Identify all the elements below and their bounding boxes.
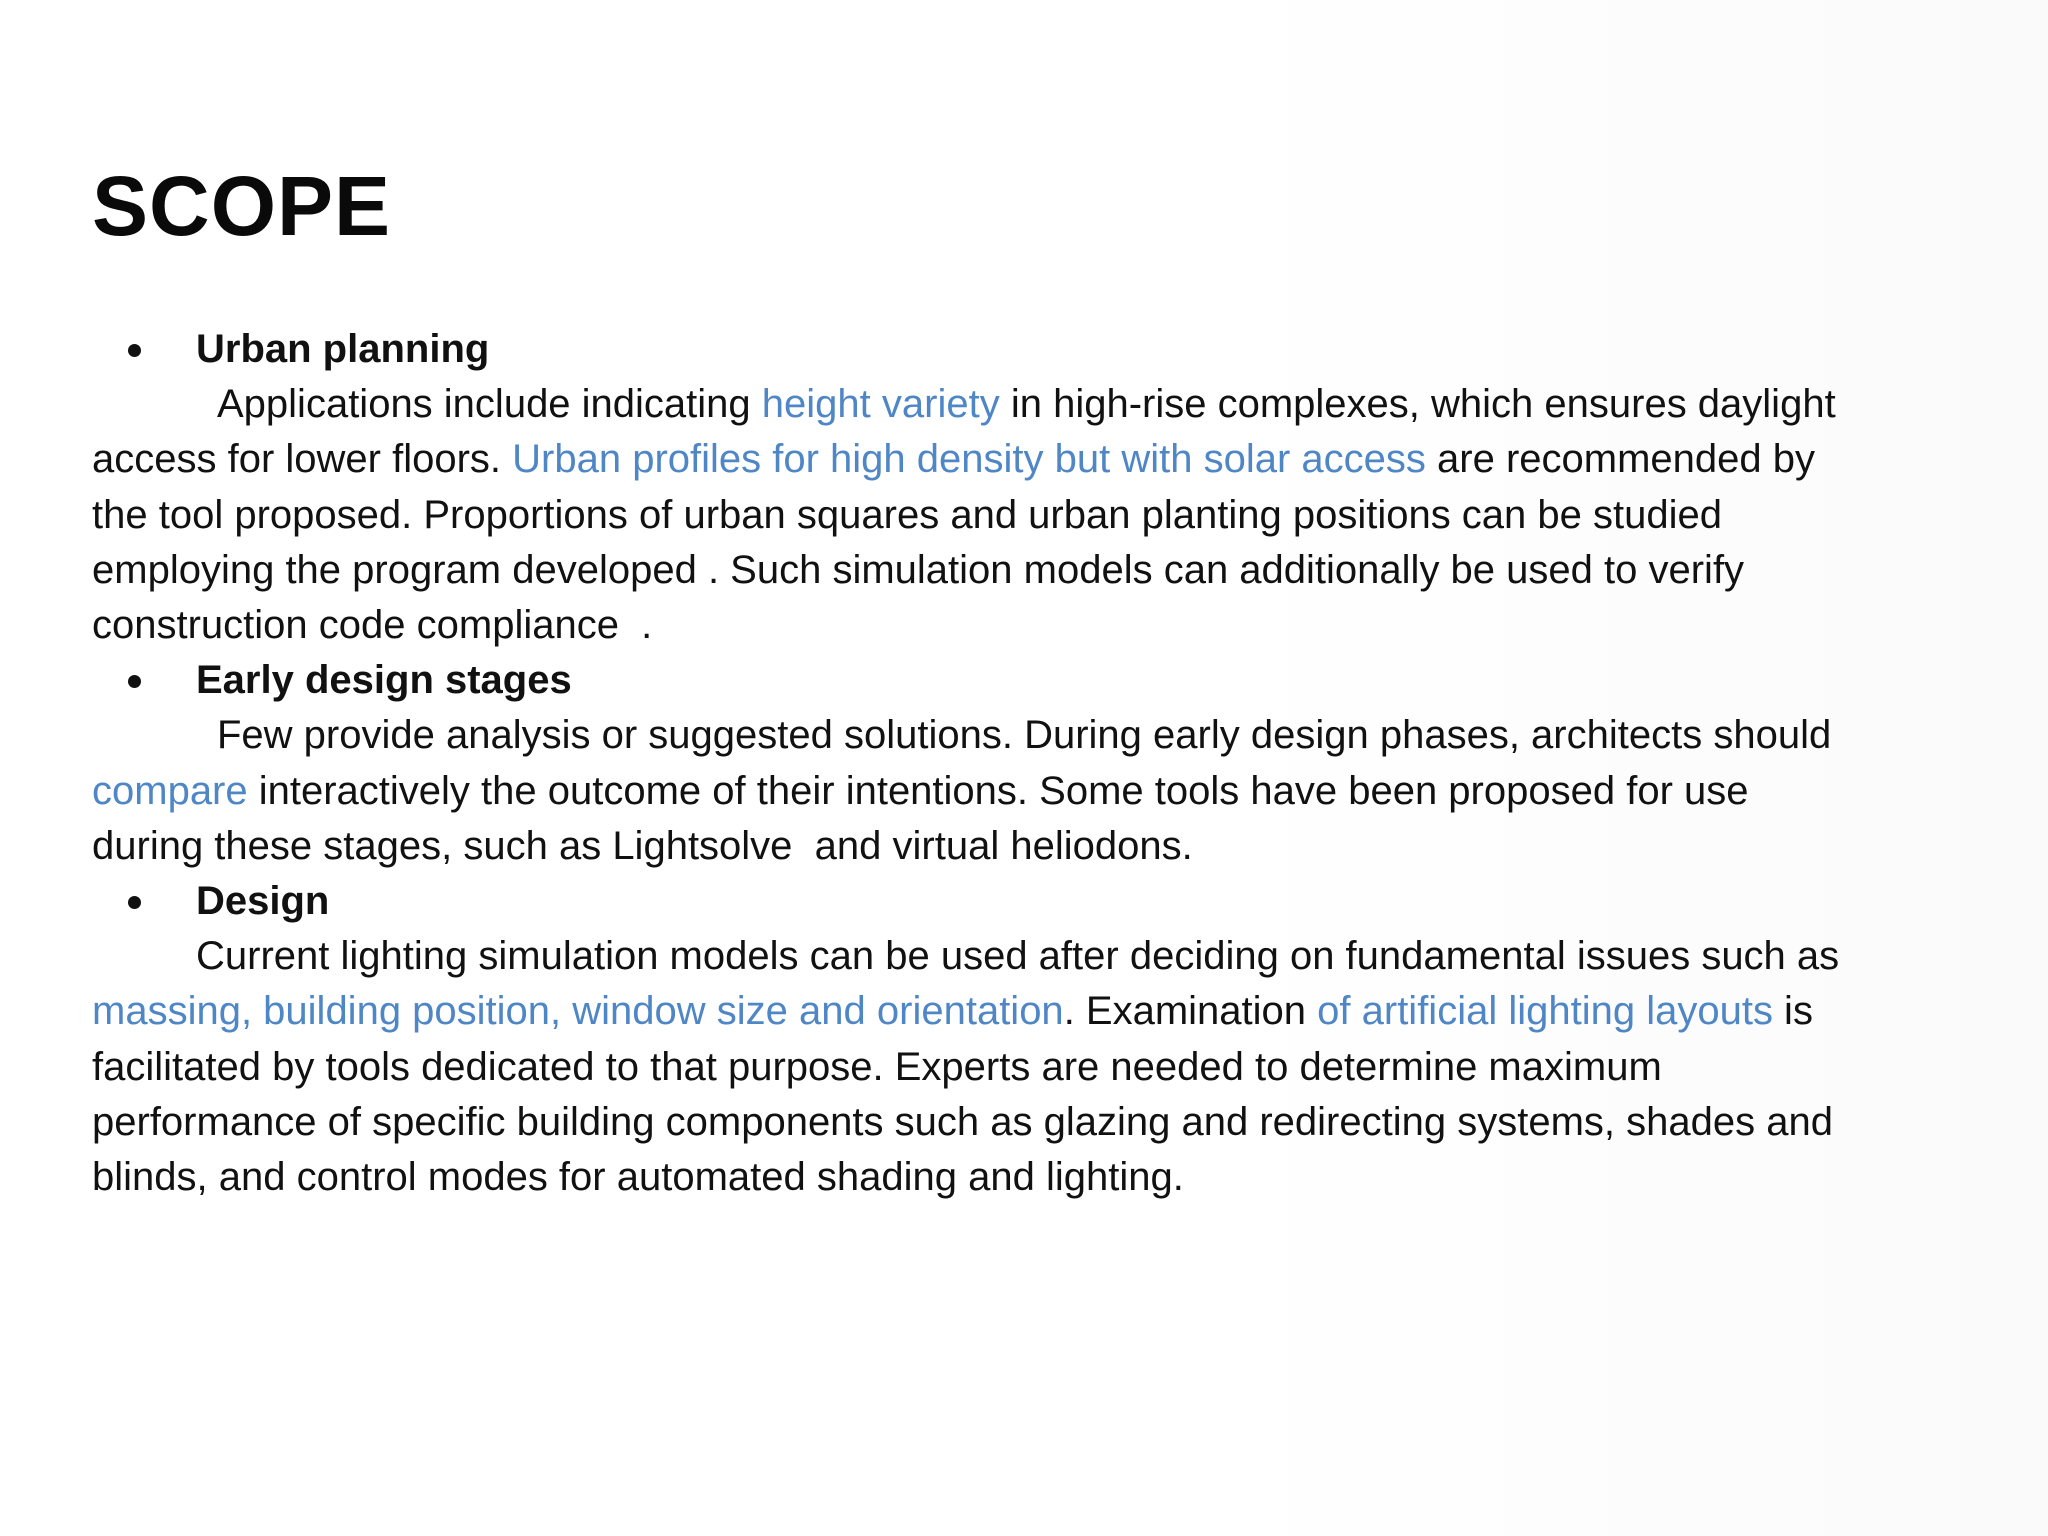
text-line: [92, 984, 1952, 1039]
text-run: Applications include indicating: [217, 382, 762, 427]
bullet-heading-design: [92, 874, 1952, 929]
bullet-heading-early-design-stages: [92, 653, 1952, 708]
highlight-run: of artificial lighting layouts: [1317, 989, 1773, 1034]
text-line: [92, 432, 1952, 487]
text-line: [92, 1095, 1952, 1150]
highlight-run: massing, building position, window size and orientation: [92, 989, 1064, 1034]
bullet-heading-urban-planning: [92, 322, 1952, 377]
text-line: [92, 929, 1952, 984]
text-run: the tool proposed. Proportions of urban squares and urban planting positions can be studied: [92, 492, 1722, 537]
heading-text: Urban planning: [196, 327, 490, 371]
text-line: [92, 1150, 1952, 1205]
heading-text: Design: [196, 879, 330, 923]
text-run: construction code compliance .: [92, 603, 653, 647]
text-run: is: [1772, 989, 1813, 1034]
text-run: interactively the outcome of their intentions. Some tools have been proposed for use: [247, 768, 1749, 813]
highlight-run: Urban profiles for high density but with solar access: [512, 437, 1426, 482]
slide-body: [92, 322, 1952, 1205]
text-run: during these stages, such as Lightsolve and virtual heliodons.: [92, 823, 1193, 868]
text-run: Few provide analysis or suggested solutions. During early design phases, architects should: [217, 713, 1832, 758]
heading-text: Early design stages: [196, 658, 572, 703]
text-run: facilitated by tools dedicated to that purpose. Experts are needed to determine maximum: [92, 1044, 1662, 1089]
text-line: [92, 819, 1952, 874]
text-run: . Examination: [1063, 989, 1318, 1034]
text-line: [92, 488, 1952, 543]
text-run: performance of specific building components such as glazing and redirecting systems, shades and: [92, 1099, 1833, 1144]
text-run: employing the program developed . Such simulation models can additionally be used to verify: [92, 547, 1745, 592]
text-run: access for lower floors.: [92, 437, 513, 482]
highlight-run: height variety: [761, 382, 1000, 427]
text-line: [92, 764, 1952, 819]
text-run: Current lighting simulation models can be used after deciding on fundamental issues such as: [196, 934, 1840, 979]
text-run: blinds, and control modes for automated shading and lighting.: [92, 1155, 1184, 1199]
bullet-dot-icon: [128, 344, 141, 357]
text-line: [92, 708, 1952, 763]
text-run: in high-rise complexes, which ensures daylight: [999, 382, 1836, 427]
text-line: [92, 1040, 1952, 1095]
slide-title: SCOPE: [92, 159, 392, 253]
text-line: [92, 598, 1952, 653]
text-run: are recommended by: [1425, 437, 1816, 482]
highlight-run: compare: [92, 768, 248, 813]
bullet-dot-icon: [128, 675, 141, 688]
bullet-dot-icon: [128, 896, 141, 909]
text-line: [92, 377, 1952, 432]
text-line: [92, 543, 1952, 598]
